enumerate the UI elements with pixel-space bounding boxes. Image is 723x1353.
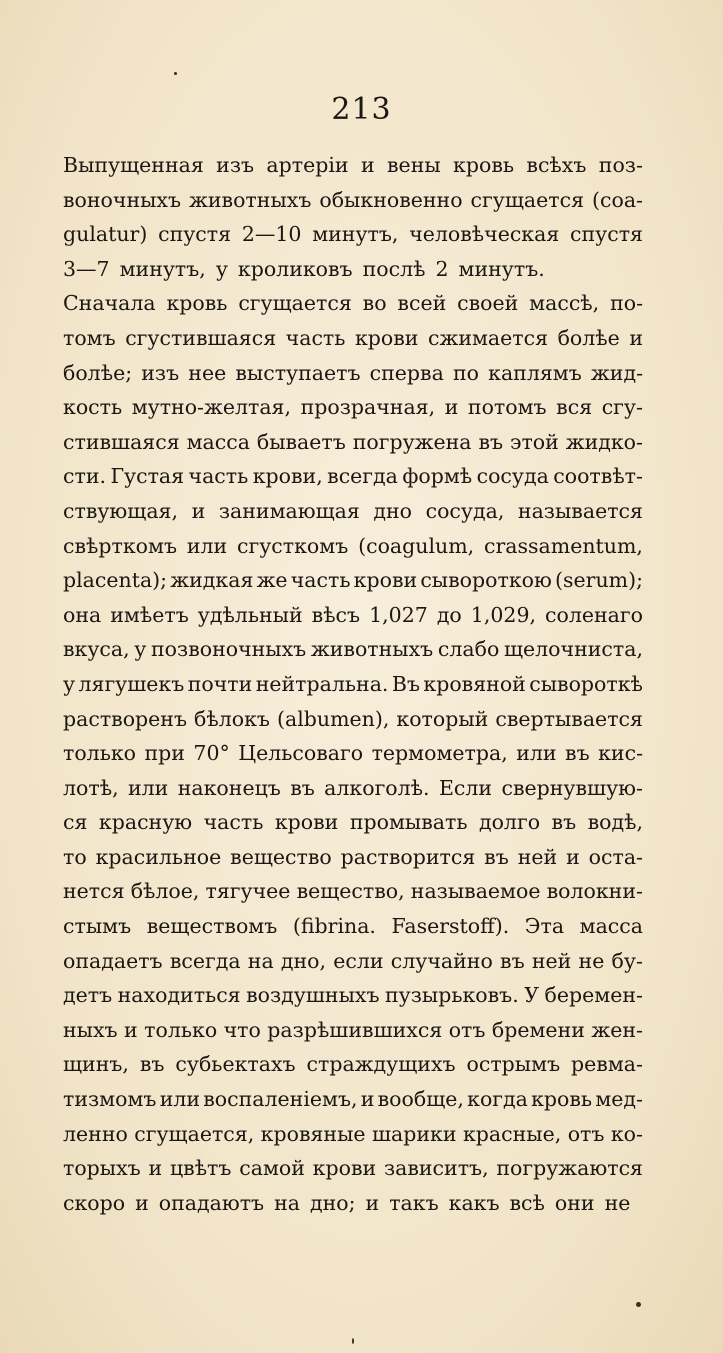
text-line: только при 70° Цельсоваго термометра, или въ кис- [63,741,643,766]
text-line: кость мутно-желтая, прозрачная, и потомъ вся сгу- [63,395,643,420]
text-line: детъ находиться воздушныхъ пузырьковъ. У беремен- [63,983,643,1008]
text-line: торыхъ и цвѣтъ самой крови зависитъ, погружаются [63,1156,643,1181]
text-line: опадаетъ всегда на дно, если случайно въ ней не бу- [63,948,643,973]
text-line: 3—7 минутъ, у кроликовъ послѣ 2 минутъ. [63,256,545,281]
text-line: стившаяся масса бываетъ погружена въ этой жидко- [63,429,643,454]
text-line: Выпущенная изъ артеріи и вены кровь всѣхъ поз- [63,153,643,177]
text-line: томъ сгустившаяся часть крови сжимается болѣе и [63,325,643,350]
text-line: она имѣетъ удѣльный вѣсъ 1,027 до 1,029, соленаго [63,602,643,627]
text-line: gulatur) спустя 2—10 минутъ, человѣческая спустя [63,222,643,247]
text-line: лотѣ, или наконецъ въ алкоголѣ. Если свернувшую- [63,775,643,800]
text-line: у лягушекъ почти нейтральна. Въ кровяной сывороткѣ [63,671,643,696]
text-line: болѣе; изъ нее выступаетъ сперва по каплямъ жид- [63,360,643,385]
text-line: ствующая, и занимающая дно сосуда, называется [63,498,643,523]
page-number: 213 [331,92,392,127]
text-line: вкуса, у позвоночныхъ животныхъ слабо щелочниста, [63,637,643,662]
text-line: воночныхъ животныхъ обыкновенно сгущается (coa- [63,187,643,212]
text-line: стымъ веществомъ (fibrina. Faserstoff). Эта масса [63,914,643,939]
ink-speck [352,1338,354,1344]
ink-speck [174,72,177,75]
text-line: сти. Густая часть крови, всегда формѣ сосуда соотвѣт- [63,464,643,489]
text-line: растворенъ бѣлокъ (albumen), который свертывается [63,706,643,731]
text-line: тизмомъ или воспаленiемъ, и вообще, когда кровь мед- [63,1087,643,1112]
text-line: placenta); жидкая же часть крови сывороткою (serum); [63,568,643,593]
text-line: свѣрткомъ или сгусткомъ (coagulum, crassamentum, [63,533,643,558]
text-line: ленно сгущается, кровяные шарики красные, отъ ко- [63,1121,643,1146]
text-line: ныхъ и только что разрѣшившихся отъ бремени жен- [63,1017,643,1042]
body-text [63,148,643,1220]
text-line: Сначала кровь сгущается во всей своей массѣ, по- [63,291,643,316]
text-line: нется бѣлое, тягучее вещество, называемое волокни- [63,879,643,904]
text-line: скоро и опадаютъ на дно; и такъ какъ всѣ они не [63,1190,631,1215]
text-line: ся красную часть крови промывать долго въ водѣ, [63,810,643,835]
ink-speck [636,1302,641,1307]
text-line: щинъ, въ субьектахъ страждущихъ острымъ ревма- [63,1052,643,1077]
text-line: то красильное вещество растворится въ ней и оста- [63,844,643,869]
